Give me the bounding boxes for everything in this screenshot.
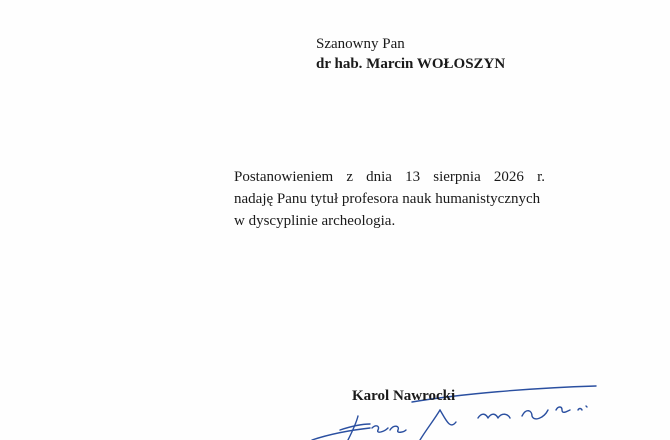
letter-body <box>234 166 545 232</box>
signer-name: Karol Nawrocki <box>352 388 456 404</box>
body-line-2: nadaję Panu tytuł profesora nauk humanistycznych <box>234 191 541 207</box>
handwritten-signature <box>300 380 620 440</box>
salutation: Szanowny Pan <box>316 36 405 52</box>
body-line-1: Postanowieniem z dnia 13 sierpnia 2026 r. <box>234 169 545 185</box>
addressee-name: dr hab. Marcin WOŁOSZYN <box>316 56 506 72</box>
addressee-block <box>316 34 505 74</box>
body-line-3: w dyscyplinie archeologia. <box>234 213 396 229</box>
